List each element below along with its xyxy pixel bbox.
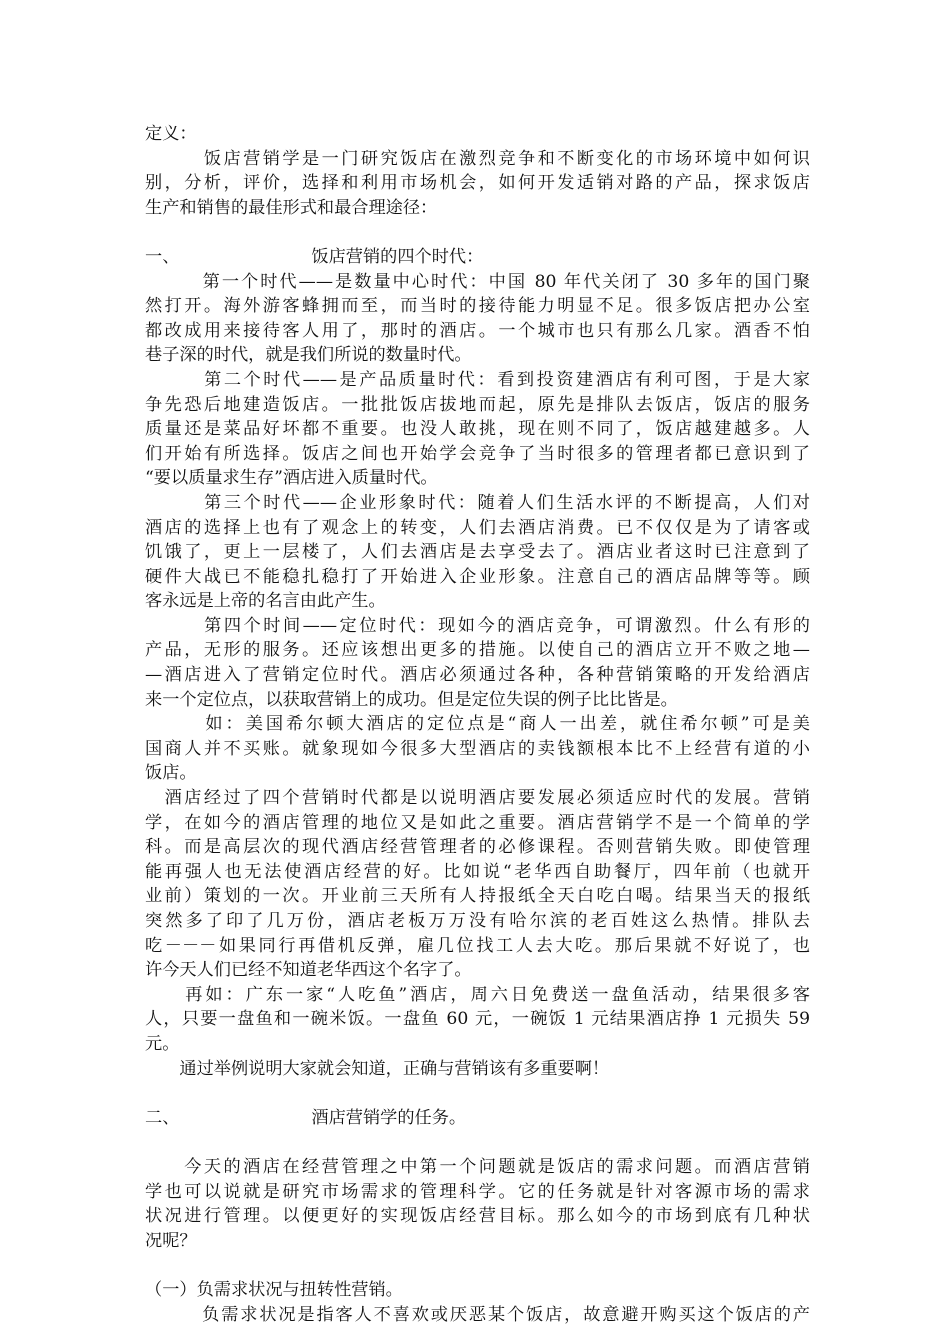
section-title: 酒店营销学的任务。 (311, 1107, 467, 1128)
blank-line (145, 1253, 810, 1278)
text-line: 然打开。海外游客蜂拥而至，而当时的接待能力明显不足。很多饭店把办公室 (145, 296, 810, 317)
text-line: 别，分析，评价，选择和利用市场机会，如何开发适销对路的产品，探求饭店 (145, 173, 810, 194)
text-line: 元。 (145, 1033, 180, 1054)
text-line: 况呢？ (145, 1230, 197, 1251)
text-line: “要以质量求生存”酒店进入质量时代。 (145, 468, 438, 489)
blank-line (145, 1081, 810, 1106)
task-paragraph (145, 1155, 810, 1253)
text-line: 们开始有所选择。饭店之间也开始学会竞争了当时很多的管理者都已意识到了 (145, 443, 810, 464)
blank-line (145, 220, 810, 245)
era1-paragraph (145, 270, 810, 368)
text-line: 再如：广东一家“人吃鱼”酒店，周六日免费送一盘鱼活动，结果很多客 (145, 984, 810, 1005)
text-line: 业前）策划的一次。开业前三天所有人持报纸全天白吃白喝。结果当天的报纸 (145, 886, 810, 907)
text-line: 来一个定位点，以获取营销上的成功。但是定位失误的例子比比皆是。 (145, 689, 678, 710)
text-line: 生产和销售的最佳形式和最合理途径： (145, 197, 438, 218)
text-line: 学，在如今的酒店管理的地位又是如此之重要。酒店营销学不是一个简单的学 (145, 812, 810, 833)
text-line: —酒店进入了营销定位时代。酒店必须通过各种，各种营销策略的开发给酒店 (145, 665, 810, 686)
era3-paragraph (145, 491, 810, 614)
text-line: 能再强人也无法使酒店经营的好。比如说“老华西自助餐厅，四年前（也就开 (145, 861, 810, 882)
document-body (145, 122, 810, 1327)
text-line: 饭店营销学是一门研究饭店在激烈竞争和不断变化的市场环境中如何识 (145, 148, 810, 169)
text-line: 吃－－－如果同行再借机反弹，雇几位找工人去大吃。那后果就不好说了，也 (145, 935, 810, 956)
text-line: 酒店经过了四个营销时代都是以说明酒店要发展必须适应时代的发展。营销 (145, 788, 810, 809)
text-line: 第二个时代——是产品质量时代：看到投资建酒店有利可图，于是大家 (145, 369, 810, 390)
text-line: 人，只要一盘鱼和一碗米饭。一盘鱼 60 元，一碗饭 1 元结果酒店挣 1 元损失 59 (145, 1009, 810, 1030)
text-line: 硬件大战已不能稳扎稳打了开始进入企业形象。注意自己的酒店品牌等等。顾 (145, 566, 810, 587)
definition-label: 定义： (145, 124, 197, 144)
text-line: 饥饿了，更上一层楼了，人们去酒店是去享受去了。酒店业者这时已注意到了 (145, 542, 810, 563)
text-line: 科。而是高层次的现代酒店经营管理者的必修课程。否则营销失败。即使管理 (145, 837, 810, 858)
text-line: 酒店的选择上也有了观念上的转变，人们去酒店消费。已不仅仅是为了请客或 (145, 517, 810, 538)
text-line: 学也可以说就是研究市场需求的管理科学。它的任务就是针对客源市场的需求 (145, 1181, 810, 1202)
section-number: 一、 (145, 246, 180, 267)
text-line: 饭店。 (145, 763, 197, 784)
text-line: 突然多了印了几万份，酒店老板万万没有哈尔滨的老百姓这么热情。排队去 (145, 911, 810, 931)
summary-paragraph (145, 786, 810, 983)
text-line: 第三个时代——企业形象时代：随着人们生活水评的不断提高，人们对 (145, 492, 810, 513)
intro-paragraph (145, 147, 810, 221)
blank-line (145, 1130, 810, 1155)
text-line: 负需求状况是指客人不喜欢或厌恶某个饭店，故意避开购买这个饭店的产 (145, 1304, 810, 1325)
text-line: 如：美国希尔顿大酒店的定位点是“商人一出差，就住希尔顿”可是美 (145, 714, 810, 735)
text-line: 国商人并不买账。就象现如今很多大型酒店的卖钱额根本比不上经营有道的小 (145, 738, 810, 759)
section-heading-1 (145, 245, 810, 270)
era2-paragraph (145, 368, 810, 491)
example2-paragraph (145, 983, 810, 1057)
text-line: 客永远是上帝的名言由此产生。 (145, 591, 386, 612)
text-line: 状况进行管理。以便更好的实现饭店经营目标。那么如今的市场到底有几种状 (145, 1206, 810, 1227)
text-line: 第一个时代——是数量中心时代：中国 80 年代关闭了 30 多年的国门聚 (145, 271, 810, 292)
conclusion-line: 通过举例说明大家就会知道，正确与营销该有多重要啊！ (145, 1058, 610, 1079)
subsection-heading-1: （一）负需求状况与扭转性营销。 (145, 1279, 403, 1300)
text-line: 第四个时间——定位时代：现如今的酒店竞争，可谓激烈。什么有形的 (145, 615, 810, 636)
section-title: 饭店营销的四个时代： (311, 246, 484, 267)
section-number: 二、 (145, 1107, 180, 1128)
example1-paragraph (145, 712, 810, 786)
era4-paragraph (145, 614, 810, 712)
text-line: 质量还是菜品好坏都不重要。也没人敢挑，现在则不同了，饭店越建越多。人 (145, 419, 810, 440)
text-line: 许今天人们已经不知道老华西这个名字了。 (145, 960, 472, 981)
text-line: 都改成用来接待客人用了，那时的酒店。一个城市也只有那么几家。酒香不怕 (145, 320, 810, 341)
section-heading-2 (145, 1106, 810, 1131)
text-line: 今天的酒店在经营管理之中第一个问题就是饭店的需求问题。而酒店营销 (145, 1156, 810, 1177)
text-line: 争先恐后地建造饭店。一批批饭店拔地而起，原先是排队去饭店，饭店的服务 (145, 394, 810, 415)
text-line: 巷子深的时代，就是我们所说的数量时代。 (145, 345, 472, 366)
text-line: 产品，无形的服务。还应该想出更多的措施。以使自己的酒店立开不败之地— (145, 640, 810, 661)
